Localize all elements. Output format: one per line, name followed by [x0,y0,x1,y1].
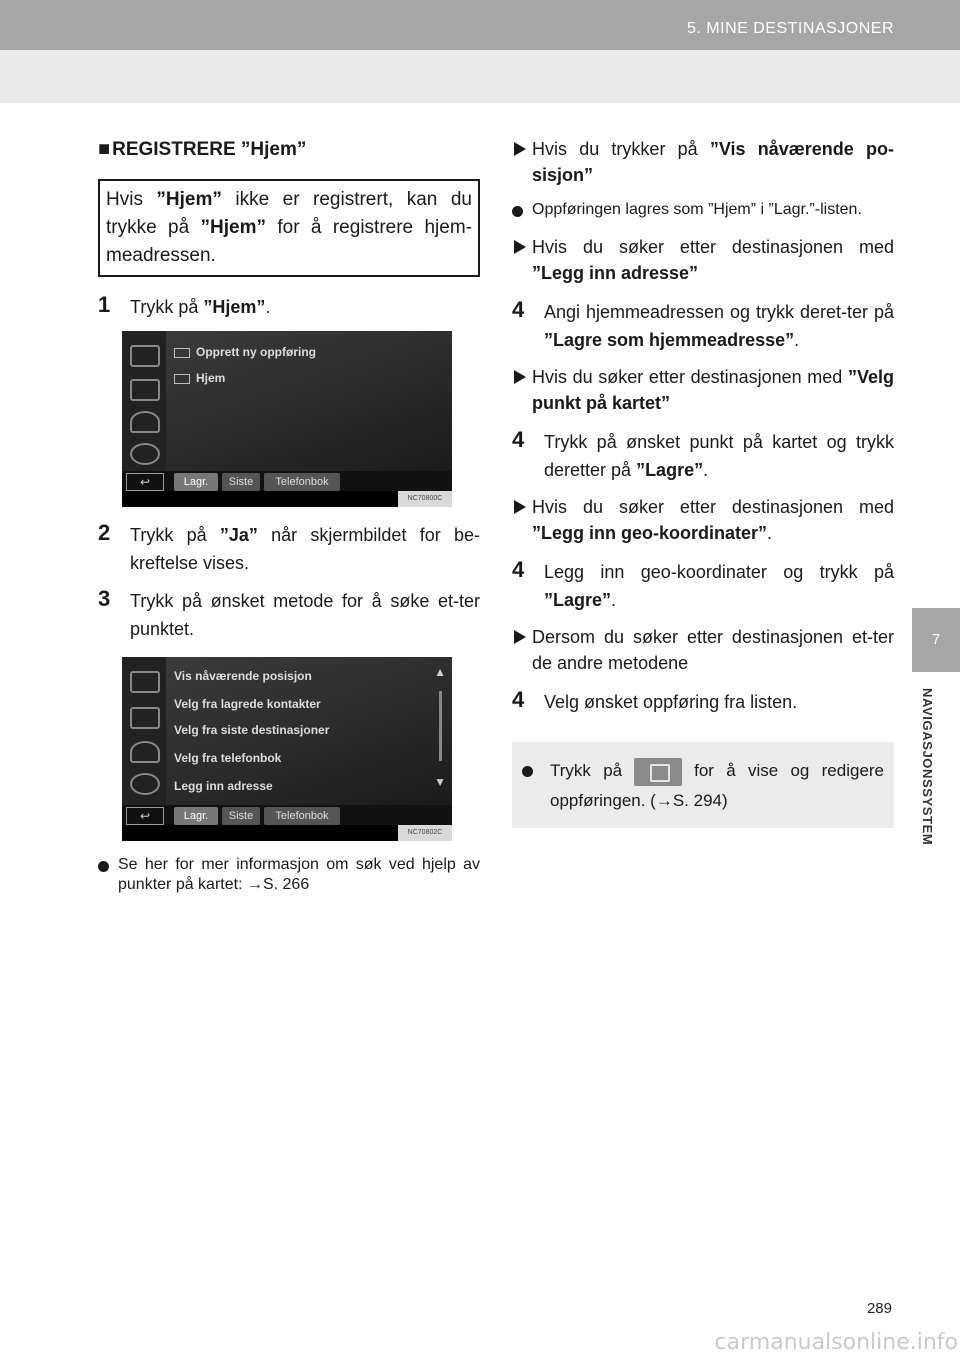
edit-icon [130,671,160,693]
scrollbar[interactable] [439,691,442,761]
menu-row[interactable]: Velg fra siste destinasjoner [174,723,330,737]
card-icon [130,707,160,729]
step-4: 4 Legg inn geo-koordinater og trykk på ”Lagre”. [512,557,894,610]
header-subbar [0,50,960,103]
menu-row[interactable]: Vis nåværende posisjon [174,669,312,683]
tab-siste[interactable]: Siste [222,473,260,491]
warning-icon [130,411,160,433]
screen-tabs [122,805,452,825]
arrow-item: Hvis du søker etter destinasjonen med ”Legg inn geo-koordinater”. [512,494,894,546]
arrow-item: Hvis du søker etter destinasjonen med ”Legg inn adresse” [512,234,894,286]
step-4: 4 Velg ønsket oppføring fra listen. [512,687,798,712]
watermark: carmanualsonline.info [714,1330,958,1355]
menu-row[interactable]: Velg fra lagrede kontakter [174,697,321,711]
section-title: ■ REGISTRERE ”Hjem” [98,138,307,160]
bullet-icon [512,206,523,217]
tab-telefonbok[interactable]: Telefonbok [264,473,340,491]
icon-column [122,331,166,471]
screen-tabs [122,471,452,491]
tip-box [512,742,894,828]
tip-bullet: Trykk på for å vise og redigere oppføringen. (→S. 294) [522,756,884,816]
arrow-right-icon [514,240,526,254]
image-code: NC70802C [398,825,452,841]
chapter-title: 5. MINE DESTINASJONER [687,20,894,37]
menu-row[interactable]: Opprett ny oppføring [174,341,316,363]
arrow-right-icon [514,370,526,384]
tab-telefonbok[interactable]: Telefonbok [264,807,340,825]
step-3: 3 Trykk på ønsket metode for å søke et-ter punktet. [98,586,480,639]
entry-icon [174,348,190,358]
arrow-item: Hvis du søker etter destinasjonen med ”Velg punkt på kartet” [512,364,894,416]
side-label-text: NAVIGASJONSSYSTEM [920,688,935,846]
header-bar [0,0,960,50]
edit-button-icon [634,758,682,786]
right-column [512,136,894,828]
left-column [98,138,480,895]
gear-icon [130,773,160,795]
scroll-up-icon[interactable]: ▲ [434,665,446,679]
menu-row[interactable]: Legg inn adresse [174,779,273,793]
arrow-item: Hvis du trykker på ”Vis nåværende po-sisjon” [512,136,894,188]
bullet-icon [522,766,533,777]
menu-row[interactable]: Hjem [174,367,225,389]
tab-lagr[interactable]: Lagr. [174,473,218,491]
menu-row[interactable]: Velg fra telefonbok [174,751,282,765]
back-icon[interactable]: ↩ [126,807,164,825]
step-1: 1 Trykk på ”Hjem”. [98,292,271,317]
tab-siste[interactable]: Siste [222,807,260,825]
arrow-right-icon [514,500,526,514]
screenshot-2 [122,657,452,841]
step-2: 2 Trykk på ”Ja” når skjermbildet for be-kreftelse vises. [98,520,480,573]
icon-column [122,657,166,805]
note-bullet: Oppføringen lagres som ”Hjem” i ”Lagr.”-listen. [512,200,894,220]
edit-icon [130,345,160,367]
card-icon [130,379,160,401]
arrow-item: Dersom du søker etter destinasjonen et-ter de andre metodene [512,624,894,676]
bullet-icon [98,861,109,872]
step-4: 4 Trykk på ønsket punkt på kartet og trykk deretter på ”Lagre”. [512,427,894,480]
square-marker-icon: ■ [98,138,111,160]
note-bullet: Se her for mer informasjon om søk ved hjelp av punkter på kartet: →S. 266 [98,855,480,895]
pencil-icon [650,764,670,782]
arrow-right-icon [514,630,526,644]
screenshot-1 [122,331,452,507]
back-icon[interactable]: ↩ [126,473,164,491]
step-4: 4 Angi hjemmeadressen og trykk deret-ter på ”Lagre som hjemmeadresse”. [512,297,894,350]
side-label [920,688,950,908]
chapter-tab: 7 [912,608,960,672]
gear-icon [130,443,160,465]
info-box: Hvis ”Hjem” ikke er registrert, kan du trykke på ”Hjem” for å registrere hjem-meadressen. [98,179,480,277]
arrow-right-icon [514,142,526,156]
page-number: 289 [866,1300,892,1317]
image-code: NC70800C [398,491,452,507]
tab-lagr[interactable]: Lagr. [174,807,218,825]
scroll-down-icon[interactable]: ▼ [434,775,446,789]
home-icon [174,374,190,384]
warning-icon [130,741,160,763]
